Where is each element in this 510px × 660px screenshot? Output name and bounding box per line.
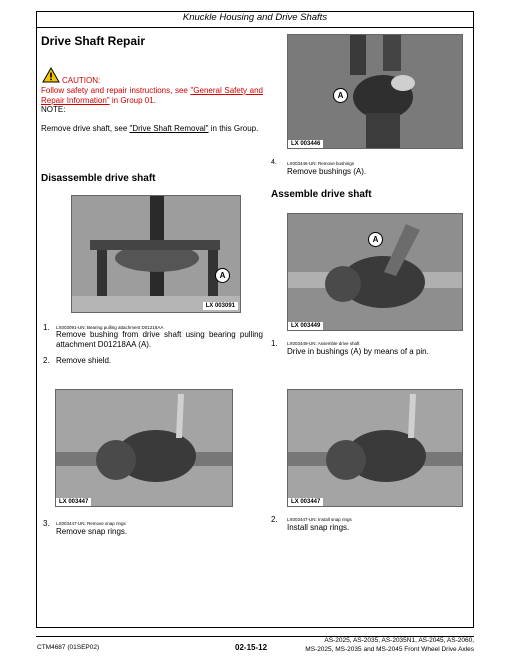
caution-line-1: Follow safety and repair instructions, see [41, 86, 191, 95]
photo-id: LX 003091 [203, 302, 238, 310]
warning-icon [42, 67, 60, 83]
photo-remove-bushings [287, 34, 463, 149]
photo-id: LX 003447 [56, 498, 91, 506]
assemble-step-1-caption: LX003449-UN: Assemble drive shaft [287, 341, 360, 346]
step-3-number: 3. [43, 519, 50, 528]
callout-a: A [215, 268, 230, 283]
step-1-caption: LX003091-UN: Bearing pulling attachment D01218AA [56, 325, 164, 330]
header-divider [36, 27, 474, 28]
step-4-text: Remove bushings (A). [287, 167, 367, 176]
caution-line-2: in Group 01. [109, 95, 156, 105]
photo-id: LX 003446 [288, 140, 323, 148]
bearing-puller-photo [72, 196, 241, 313]
snap-rings-photo [56, 390, 233, 507]
footer-models-line-2: MS-2025, MS-2035 and MS-2045 Front Wheel Drive Axles [305, 646, 474, 653]
assemble-step-2-number: 2. [271, 515, 278, 524]
step-4-number: 4. [271, 159, 277, 166]
step-1-number: 1. [43, 323, 50, 332]
assemble-step-1-text: Drive in bushings (A) by means of a pin. [287, 347, 429, 356]
assemble-step-2-text: Install snap rings. [287, 523, 350, 532]
photo-install-snap-rings [287, 389, 463, 507]
step-3-caption: LX003447-UN: Remove snap rings [56, 521, 126, 526]
install-snap-rings-photo [288, 390, 463, 507]
caution-label: CAUTION: [62, 76, 101, 85]
step-4-caption: LX003446-UN: Remove bushings [287, 161, 355, 166]
caution-text [41, 86, 263, 115]
footer-page-number: 02-15-12 [235, 643, 268, 652]
note-label: NOTE: [41, 105, 66, 114]
photo-assemble-drive-shaft [287, 213, 463, 331]
remove-drive-shaft-text [41, 124, 263, 134]
assemble-step-2-caption: LX003447-UN: Install snap rings [287, 517, 352, 522]
footer-models-line-1: AS-2025, AS-2035, AS-2035N1, AS-2045, AS-2060, [324, 637, 474, 644]
assemble-heading: Assemble drive shaft [271, 189, 372, 200]
step-2-number: 2. [43, 356, 50, 365]
photo-bearing-puller [71, 195, 241, 313]
callout-a: A [333, 88, 348, 103]
remove-text-pre: Remove drive shaft, see [41, 124, 130, 133]
drive-shaft-removal-link[interactable]: "Drive Shaft Removal" [129, 124, 209, 133]
callout-a: A [368, 232, 383, 247]
step-1-text: Remove bushing from drive shaft using bearing pulling attachment D01218AA (A). [56, 330, 263, 349]
footer-doc-id: CTM4687 (01SEP02) [37, 644, 100, 651]
photo-id: LX 003447 [288, 498, 323, 506]
assemble-step-1-number: 1. [271, 339, 278, 348]
drive-shaft-photo [288, 35, 463, 149]
disassemble-heading: Disassemble drive shaft [41, 173, 156, 184]
photo-remove-snap-rings [55, 389, 233, 507]
safety-info-link[interactable]: "General Safety and Repair Information" [41, 86, 263, 105]
step-2-text: Remove shield. [56, 356, 112, 365]
remove-text-post: in this Group. [208, 124, 259, 133]
page-header: Knuckle Housing and Drive Shafts [182, 12, 328, 23]
step-3-text: Remove snap rings. [56, 527, 128, 536]
photo-id: LX 003449 [288, 322, 323, 330]
section-title: Drive Shaft Repair [41, 34, 146, 48]
